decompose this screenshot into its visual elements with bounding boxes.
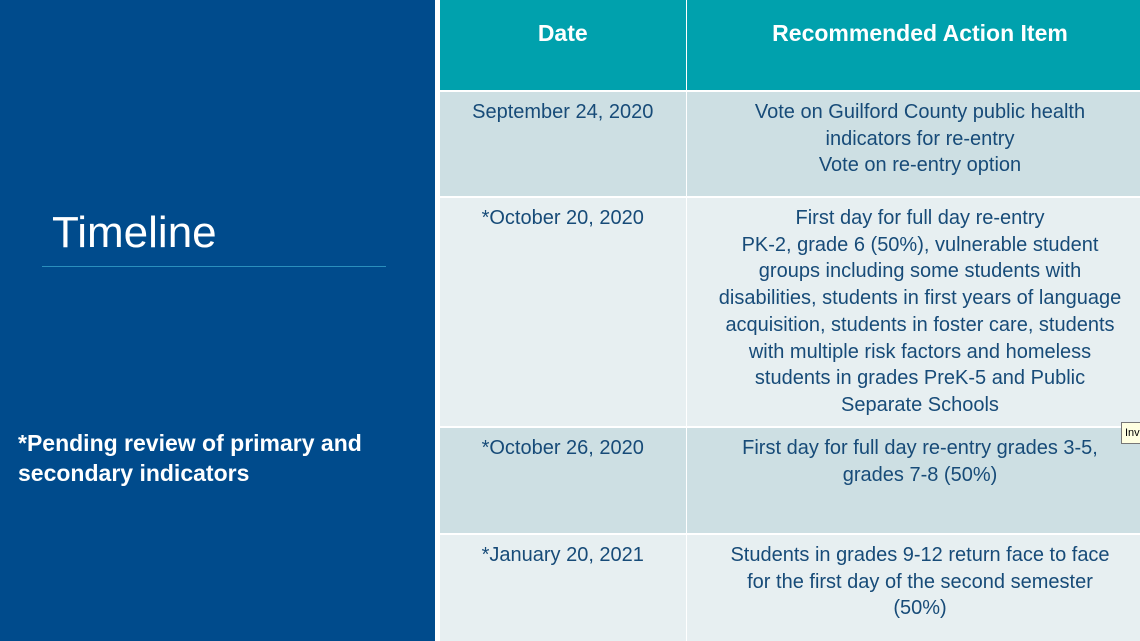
action-line: grades 7-8 (50%) (842, 463, 998, 486)
pending-note-line-2: secondary indicators (18, 460, 250, 486)
timeline-table-wrapper (440, 0, 1140, 641)
table-row (440, 534, 1140, 641)
page-title: Timeline (52, 208, 217, 257)
action-line: Vote on re-entry option (818, 154, 1022, 177)
table-row (440, 91, 1140, 197)
pending-note-line-1: *Pending review of primary and (18, 430, 362, 456)
action-line: Vote on Guilford County public health (754, 101, 1086, 123)
action-line: Students in grades 9-12 return face to face (730, 544, 1110, 566)
column-header-date: Date (440, 0, 686, 91)
date-cell: *October 26, 2020 (440, 427, 686, 534)
action-cell (686, 534, 1140, 641)
table-header-row (440, 0, 1140, 91)
action-cell (686, 91, 1140, 197)
action-line: disabilities, students in first years of language (718, 287, 1122, 310)
date-cell: *October 20, 2020 (440, 197, 686, 427)
action-line: for the first day of the second semester (747, 570, 1093, 593)
action-line: First day for full day re-entry (795, 207, 1045, 229)
title-underline (42, 266, 386, 267)
column-header-action: Recommended Action Item (686, 0, 1140, 91)
action-line: First day for full day re-entry grades 3-5, (742, 437, 1098, 459)
table-row (440, 197, 1140, 427)
action-line: indicators for re-entry (825, 127, 1015, 150)
date-cell: *January 20, 2021 (440, 534, 686, 641)
action-cell (686, 197, 1140, 427)
action-line: PK-2, grade 6 (50%), vulnerable student (741, 233, 1099, 256)
action-cell (686, 427, 1140, 534)
date-cell: September 24, 2020 (440, 91, 686, 197)
pending-review-note (18, 428, 418, 488)
timeline-table (440, 0, 1140, 641)
action-line: groups including some students with (758, 260, 1082, 283)
hover-tooltip: Inv (1121, 422, 1140, 444)
action-line: with multiple risk factors and homeless (748, 340, 1092, 363)
sidebar-panel (0, 0, 435, 641)
action-line: students in grades PreK-5 and Public (754, 367, 1086, 390)
action-line: acquisition, students in foster care, students (725, 313, 1115, 336)
action-line: (50%) (893, 597, 947, 620)
action-line: Separate Schools (841, 393, 999, 416)
table-row (440, 427, 1140, 534)
